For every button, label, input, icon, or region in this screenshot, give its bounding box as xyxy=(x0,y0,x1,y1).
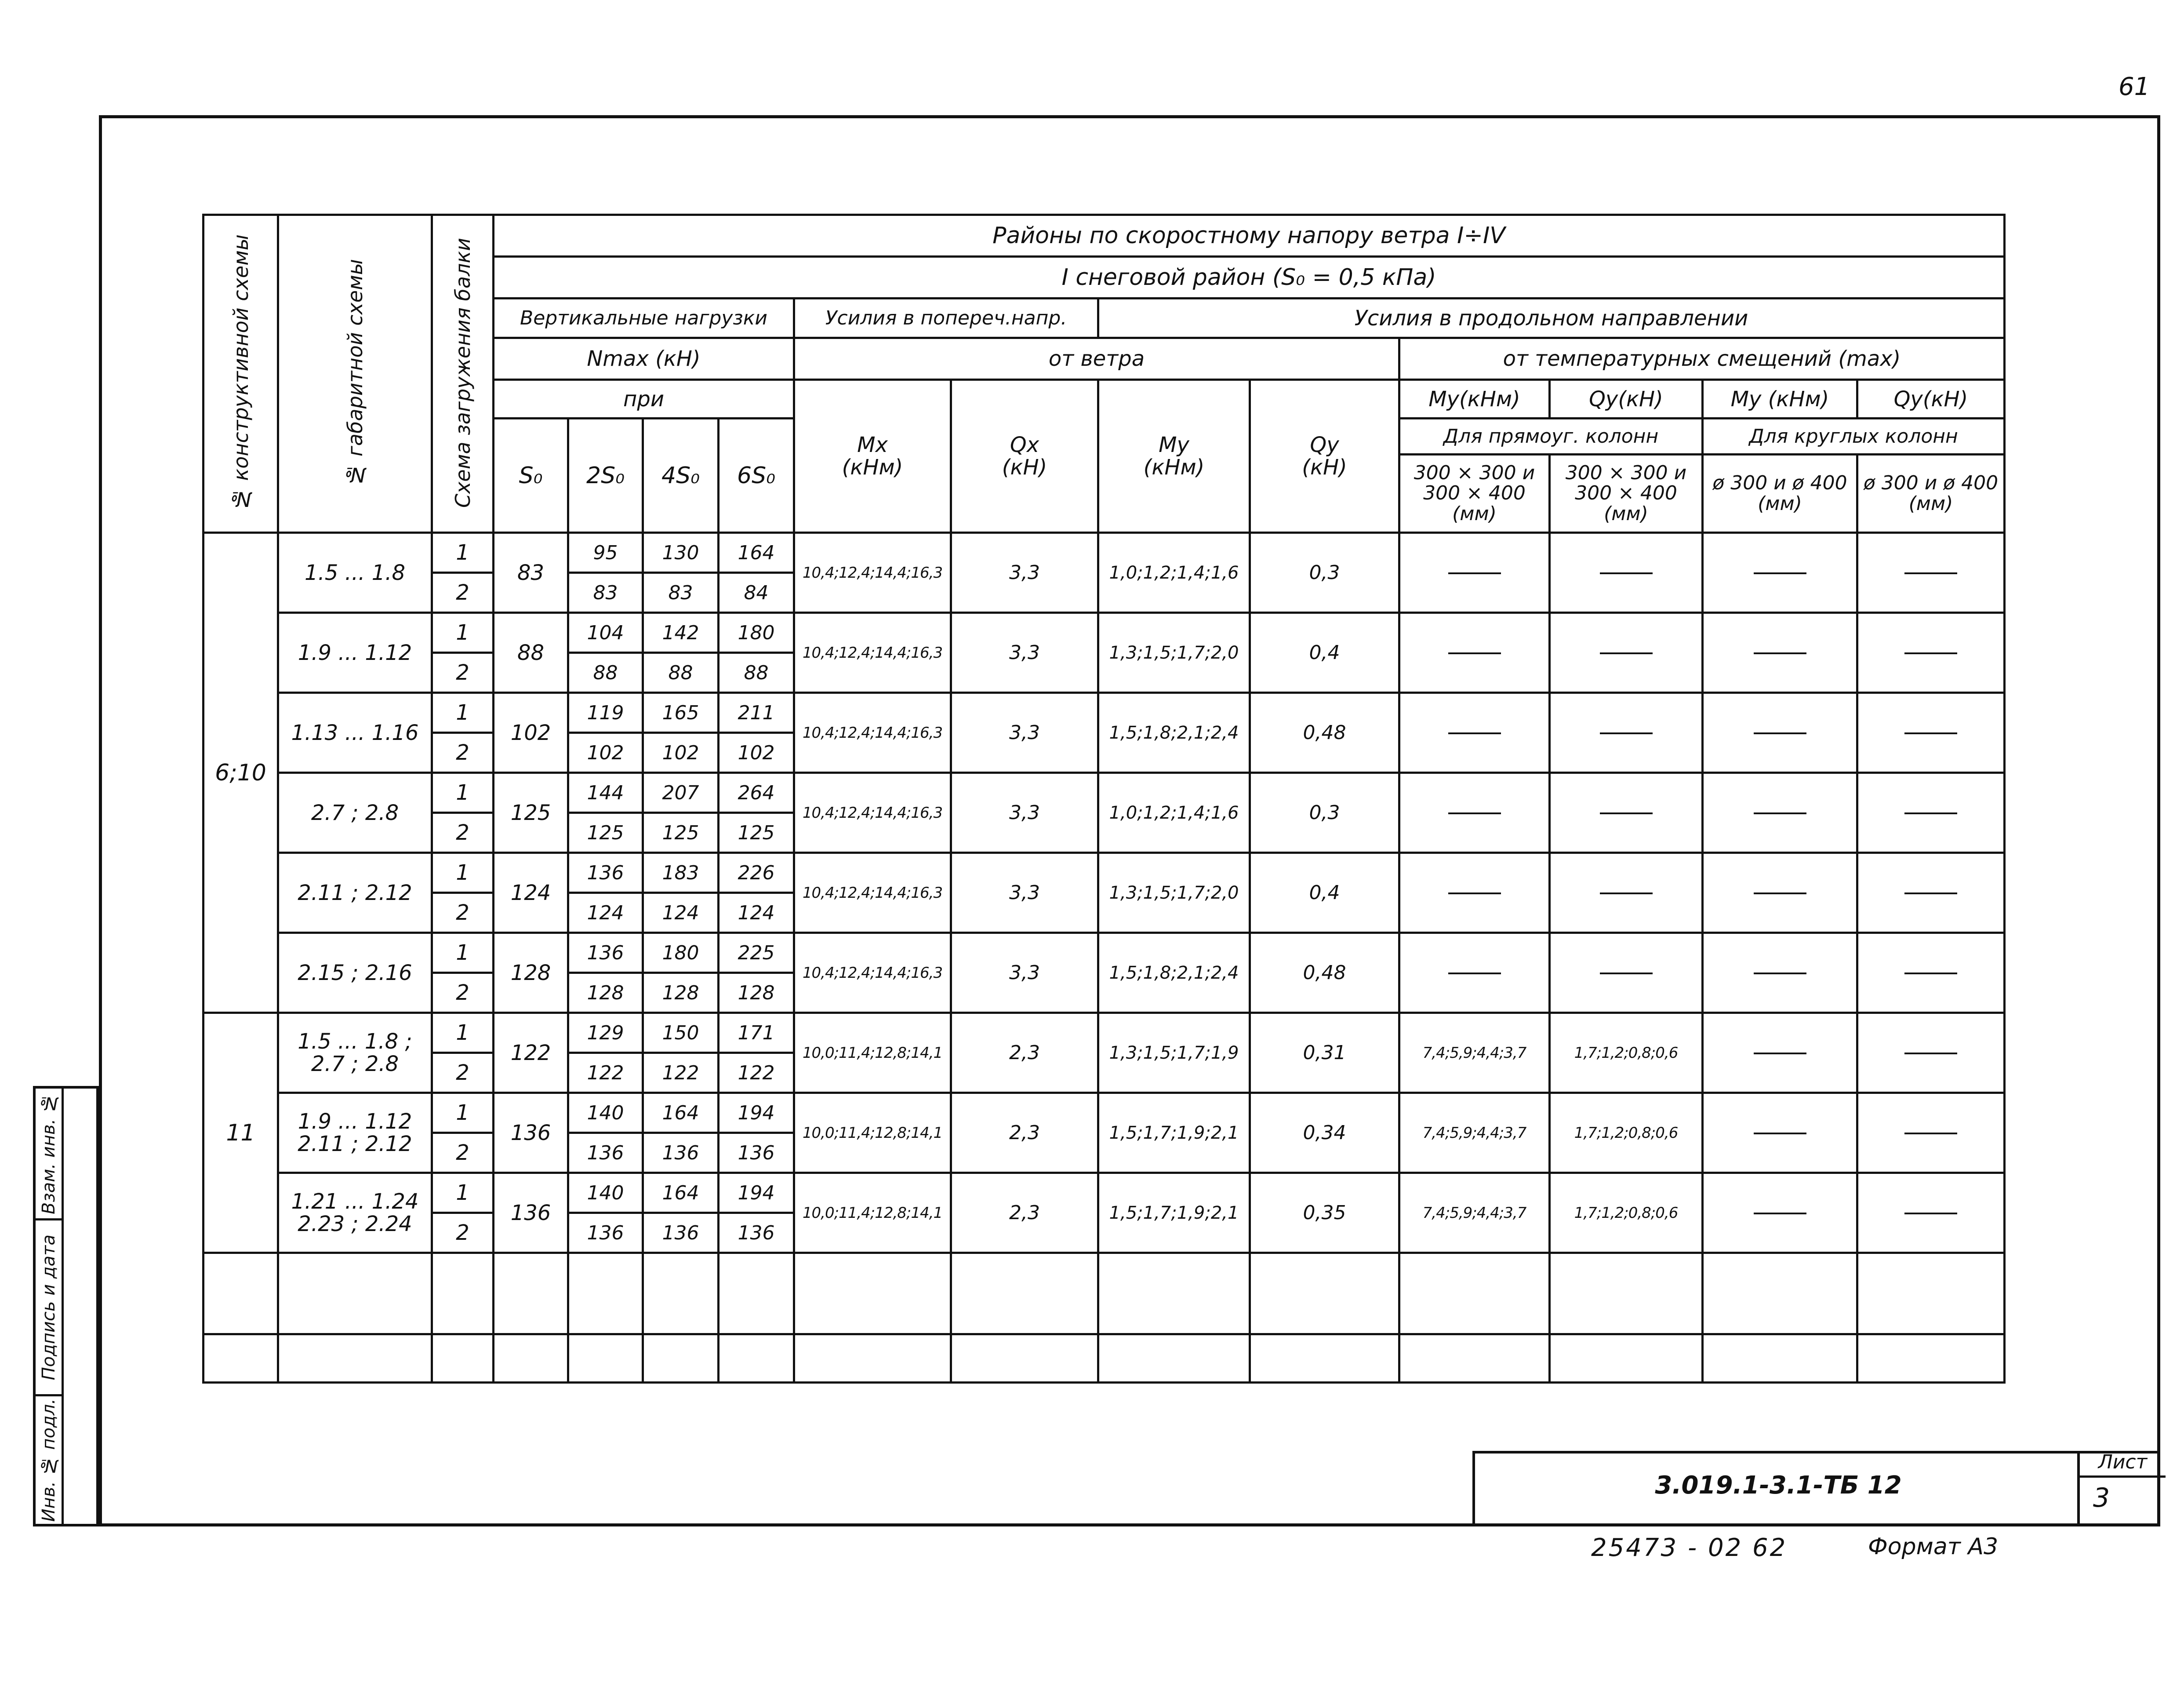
scheme-cell: 1 xyxy=(432,1093,494,1133)
qy-round-value xyxy=(1857,613,2005,693)
dash-mark xyxy=(1600,732,1653,734)
empty-cell xyxy=(1550,1253,1703,1334)
gabarit-line-1: 1.5 ... 1.8 ; xyxy=(298,1029,412,1054)
scheme-cell: 1 xyxy=(432,1013,494,1053)
table-row xyxy=(204,533,2005,573)
scheme-cell: 2 xyxy=(432,973,494,1013)
load-value: 180 xyxy=(719,613,794,653)
dash-mark xyxy=(1754,1213,1806,1214)
qy-round-value xyxy=(1857,533,2005,613)
load-value: 140 xyxy=(568,1173,643,1213)
stamp-cell-inv-instead: Взам. инв. № xyxy=(36,1089,64,1220)
load-value: 164 xyxy=(719,533,794,573)
empty-cell xyxy=(643,1253,719,1334)
s0-value: 136 xyxy=(494,1173,568,1253)
header-6s0: 6S₀ xyxy=(719,419,794,533)
gabarit-line-1: 1.21 ... 1.24 xyxy=(291,1189,419,1214)
qy-rect-value xyxy=(1550,933,1703,1013)
qy-value: 0,3 xyxy=(1250,773,1399,853)
load-value: 125 xyxy=(719,813,794,853)
title-block xyxy=(1472,1451,2160,1526)
my-round-value xyxy=(1703,1013,1857,1093)
dash-mark xyxy=(1448,732,1501,734)
my-value: 1,5;1,8;2,1;2,4 xyxy=(1098,933,1250,1013)
load-value: 125 xyxy=(643,813,719,853)
load-value: 104 xyxy=(568,613,643,653)
empty-cell xyxy=(432,1334,494,1383)
sheet-box xyxy=(2077,1451,2166,1526)
table-row xyxy=(204,1173,2005,1213)
qx-value: 3,3 xyxy=(951,693,1098,773)
my-round-value xyxy=(1703,533,1857,613)
table-row xyxy=(204,933,2005,973)
header-gabarit-scheme: № габаритной схемы xyxy=(278,215,432,533)
load-value: 194 xyxy=(719,1093,794,1133)
qx-value: 2,3 xyxy=(951,1093,1098,1173)
qx-value: 3,3 xyxy=(951,613,1098,693)
qx-unit: (кН) xyxy=(1002,455,1047,480)
header-qx xyxy=(951,380,1098,533)
empty-cell xyxy=(1250,1334,1399,1383)
my-rect-value: 7,4;5,9;4,4;3,7 xyxy=(1399,1013,1550,1093)
load-value: 130 xyxy=(643,533,719,573)
my-round-value xyxy=(1703,613,1857,693)
table-row xyxy=(204,853,2005,893)
header-at: при xyxy=(494,380,794,419)
dash-mark xyxy=(1904,812,1957,814)
dash-mark xyxy=(1754,652,1806,654)
header-rect-size-a: 300 × 300 и 300 × 400 (мм) xyxy=(1399,455,1550,533)
empty-cell xyxy=(719,1334,794,1383)
qy-value: 0,48 xyxy=(1250,933,1399,1013)
scheme-cell: 1 xyxy=(432,853,494,893)
empty-cell xyxy=(1703,1253,1857,1334)
qy-value: 0,35 xyxy=(1250,1173,1399,1253)
my-rect-value: 7,4;5,9;4,4;3,7 xyxy=(1399,1093,1550,1173)
header-nmax: Nmax (кН) xyxy=(494,338,794,380)
gabarit-line-2: 2.23 ; 2.24 xyxy=(298,1211,412,1236)
table-row xyxy=(204,773,2005,813)
scheme-cell: 2 xyxy=(432,1053,494,1093)
empty-cell xyxy=(1703,1334,1857,1383)
mx-value: 10,0;11,4;12,8;14,1 xyxy=(794,1173,951,1253)
gabarit-cell: 1.9 ... 1.12 xyxy=(278,613,432,693)
load-value: 122 xyxy=(719,1053,794,1093)
qx-value: 3,3 xyxy=(951,933,1098,1013)
table-body xyxy=(204,533,2005,1383)
load-value: 150 xyxy=(643,1013,719,1053)
my-round-value xyxy=(1703,853,1857,933)
dash-mark xyxy=(1904,652,1957,654)
dash-mark xyxy=(1904,1133,1957,1134)
header-longitudinal-forces: Усилия в продольном направлении xyxy=(1098,299,2005,338)
gabarit-line-2: 2.11 ; 2.12 xyxy=(298,1131,412,1156)
dash-mark xyxy=(1754,1053,1806,1054)
gabarit-cell: 2.15 ; 2.16 xyxy=(278,933,432,1013)
gabarit-cell: 2.7 ; 2.8 xyxy=(278,773,432,853)
load-value: 128 xyxy=(643,973,719,1013)
my-round-value xyxy=(1703,1173,1857,1253)
my-round-value xyxy=(1703,693,1857,773)
empty-cell xyxy=(1098,1253,1250,1334)
gabarit-cell: 2.11 ; 2.12 xyxy=(278,853,432,933)
dash-mark xyxy=(1754,973,1806,974)
qy-value: 0,31 xyxy=(1250,1013,1399,1093)
empty-cell xyxy=(204,1334,278,1383)
dash-mark xyxy=(1754,732,1806,734)
my-value: 1,3;1,5;1,7;2,0 xyxy=(1098,613,1250,693)
empty-cell xyxy=(1399,1253,1550,1334)
load-value: 84 xyxy=(719,573,794,613)
s0-value: 125 xyxy=(494,773,568,853)
header-construct-scheme: № конструктивной схемы xyxy=(204,215,278,533)
qy-rect-value: 1,7;1,2;0,8;0,6 xyxy=(1550,1173,1703,1253)
qy-rect-value xyxy=(1550,773,1703,853)
header-rect-size-b: 300 × 300 и 300 × 400 (мм) xyxy=(1550,455,1703,533)
empty-cell xyxy=(951,1253,1098,1334)
qy-rect-value xyxy=(1550,693,1703,773)
dash-mark xyxy=(1904,1053,1957,1054)
load-value: 144 xyxy=(568,773,643,813)
scheme-cell: 1 xyxy=(432,1173,494,1213)
qy-round-value xyxy=(1857,853,2005,933)
header-4s0: 4S₀ xyxy=(643,419,719,533)
header-from-temperature: от температурных смещений (max) xyxy=(1399,338,2005,380)
qy-round-value xyxy=(1857,1013,2005,1093)
header-s0: S₀ xyxy=(494,419,568,533)
scheme-cell: 2 xyxy=(432,733,494,773)
my-value: 1,5;1,8;2,1;2,4 xyxy=(1098,693,1250,773)
table-row xyxy=(204,1093,2005,1133)
qx-value: 3,3 xyxy=(951,853,1098,933)
empty-cell xyxy=(494,1334,568,1383)
empty-cell xyxy=(432,1253,494,1334)
header-rect-columns: Для прямоуг. колонн xyxy=(1399,419,1703,455)
my-rect-value: 7,4;5,9;4,4;3,7 xyxy=(1399,1173,1550,1253)
mx-value: 10,0;11,4;12,8;14,1 xyxy=(794,1093,951,1173)
table-row xyxy=(204,693,2005,733)
table-row xyxy=(204,613,2005,653)
qy-round-value xyxy=(1857,1093,2005,1173)
dash-mark xyxy=(1904,973,1957,974)
sheet-label: Лист xyxy=(2080,1451,2166,1478)
document-code: 3.019.1-3.1-ТБ 12 xyxy=(1655,1471,1902,1500)
load-value: 136 xyxy=(643,1213,719,1253)
load-value: 140 xyxy=(568,1093,643,1133)
qy-value: 0,48 xyxy=(1250,693,1399,773)
load-value: 164 xyxy=(643,1093,719,1133)
empty-cell xyxy=(794,1334,951,1383)
footer-format: Формат А3 xyxy=(1868,1534,1999,1560)
header-round-columns: Для круглых колонн xyxy=(1703,419,2005,455)
dash-mark xyxy=(1448,812,1501,814)
dash-mark xyxy=(1904,572,1957,574)
load-value: 142 xyxy=(643,613,719,653)
dash-mark xyxy=(1600,812,1653,814)
gabarit-cell xyxy=(278,1173,432,1253)
load-value: 88 xyxy=(568,653,643,693)
my-value: 1,0;1,2;1,4;1,6 xyxy=(1098,773,1250,853)
my-rect-value xyxy=(1399,693,1550,773)
mx-value: 10,4;12,4;14,4;16,3 xyxy=(794,613,951,693)
empty-cell xyxy=(204,1253,278,1334)
scheme-cell: 2 xyxy=(432,813,494,853)
my-unit: (кНм) xyxy=(1143,455,1205,480)
load-value: 136 xyxy=(643,1133,719,1173)
my-value: 1,3;1,5;1,7;1,9 xyxy=(1098,1013,1250,1093)
qy-rect-value: 1,7;1,2;0,8;0,6 xyxy=(1550,1093,1703,1173)
load-value: 171 xyxy=(719,1013,794,1053)
header-mx xyxy=(794,380,951,533)
empty-cell xyxy=(951,1334,1098,1383)
dash-mark xyxy=(1448,892,1501,894)
load-value: 264 xyxy=(719,773,794,813)
empty-cell xyxy=(1098,1334,1250,1383)
stamp-cell-sign-date: Подпись и дата xyxy=(36,1220,64,1396)
my-round-value xyxy=(1703,933,1857,1013)
qx-label: Qx xyxy=(1010,433,1039,458)
mx-label: Mx xyxy=(857,433,888,458)
load-value: 95 xyxy=(568,533,643,573)
dash-mark xyxy=(1904,732,1957,734)
empty-row xyxy=(204,1334,2005,1383)
qx-value: 2,3 xyxy=(951,1013,1098,1093)
header-my-round: My (кНм) xyxy=(1703,380,1857,419)
load-value: 180 xyxy=(643,933,719,973)
empty-cell xyxy=(1399,1334,1550,1383)
dash-mark xyxy=(1754,1133,1806,1134)
load-value: 88 xyxy=(719,653,794,693)
scheme-cell: 2 xyxy=(432,573,494,613)
load-value: 136 xyxy=(568,853,643,893)
qy-round-value xyxy=(1857,933,2005,1013)
mx-value: 10,4;12,4;14,4;16,3 xyxy=(794,533,951,613)
dash-mark xyxy=(1600,572,1653,574)
qy-rect-value xyxy=(1550,533,1703,613)
empty-cell xyxy=(278,1253,432,1334)
load-value: 164 xyxy=(643,1173,719,1213)
empty-cell xyxy=(278,1334,432,1383)
load-value: 124 xyxy=(643,893,719,933)
dash-mark xyxy=(1754,572,1806,574)
s0-value: 83 xyxy=(494,533,568,613)
load-value: 136 xyxy=(719,1213,794,1253)
empty-cell xyxy=(1250,1253,1399,1334)
empty-cell xyxy=(1550,1334,1703,1383)
empty-cell xyxy=(1857,1334,2005,1383)
qx-value: 3,3 xyxy=(951,773,1098,853)
qy-value: 0,4 xyxy=(1250,613,1399,693)
gabarit-line-1: 1.9 ... 1.12 xyxy=(298,1109,412,1134)
scheme-cell: 1 xyxy=(432,533,494,573)
page-number: 61 xyxy=(2119,73,2150,101)
s0-value: 128 xyxy=(494,933,568,1013)
scheme-cell: 2 xyxy=(432,1213,494,1253)
qy-round-value xyxy=(1857,1173,2005,1253)
header-vertical-loads: Вертикальные нагрузки xyxy=(494,299,794,338)
s0-value: 122 xyxy=(494,1013,568,1093)
header-from-wind: от ветра xyxy=(794,338,1399,380)
gabarit-cell xyxy=(278,1013,432,1093)
load-value: 125 xyxy=(568,813,643,853)
gabarit-line-2: 2.7 ; 2.8 xyxy=(311,1051,399,1076)
load-value: 102 xyxy=(719,733,794,773)
load-value: 136 xyxy=(719,1133,794,1173)
load-value: 102 xyxy=(643,733,719,773)
dash-mark xyxy=(1904,1213,1957,1214)
qy-value: 0,3 xyxy=(1250,533,1399,613)
load-value: 83 xyxy=(643,573,719,613)
s0-value: 102 xyxy=(494,693,568,773)
load-value: 207 xyxy=(643,773,719,813)
qy-rect-value xyxy=(1550,613,1703,693)
empty-cell xyxy=(794,1253,951,1334)
dash-mark xyxy=(1448,572,1501,574)
load-value: 88 xyxy=(643,653,719,693)
scheme-cell: 2 xyxy=(432,653,494,693)
sheet-number: 3 xyxy=(2093,1483,2110,1513)
header-my-rect: My(кНм) xyxy=(1399,380,1550,419)
qy-value: 0,34 xyxy=(1250,1093,1399,1173)
empty-cell xyxy=(494,1253,568,1334)
header-qy-round: Qy(кН) xyxy=(1857,380,2005,419)
load-value: 119 xyxy=(568,693,643,733)
my-rect-value xyxy=(1399,613,1550,693)
qy-rect-value: 1,7;1,2;0,8;0,6 xyxy=(1550,1013,1703,1093)
qy-value: 0,4 xyxy=(1250,853,1399,933)
load-value: 83 xyxy=(568,573,643,613)
load-table xyxy=(202,214,2006,1384)
qy-label: Qy xyxy=(1310,433,1339,458)
empty-row xyxy=(204,1253,2005,1334)
load-value: 122 xyxy=(643,1053,719,1093)
header-qy xyxy=(1250,380,1399,533)
empty-cell xyxy=(1857,1253,2005,1334)
header-snow-region: I снеговой район (S₀ = 0,5 кПа) xyxy=(494,257,2005,299)
scheme-cell: 1 xyxy=(432,693,494,733)
my-value: 1,0;1,2;1,4;1,6 xyxy=(1098,533,1250,613)
dash-mark xyxy=(1754,892,1806,894)
header-2s0: 2S₀ xyxy=(568,419,643,533)
qx-value: 2,3 xyxy=(951,1173,1098,1253)
header-round-size-b: ø 300 и ø 400 (мм) xyxy=(1857,455,2005,533)
load-value: 211 xyxy=(719,693,794,733)
mx-value: 10,0;11,4;12,8;14,1 xyxy=(794,1013,951,1093)
dash-mark xyxy=(1904,892,1957,894)
load-value: 136 xyxy=(568,1213,643,1253)
load-value: 128 xyxy=(719,973,794,1013)
gabarit-cell: 1.5 ... 1.8 xyxy=(278,533,432,613)
scheme-cell: 2 xyxy=(432,893,494,933)
dash-mark xyxy=(1600,652,1653,654)
load-value: 183 xyxy=(643,853,719,893)
scheme-cell: 1 xyxy=(432,933,494,973)
empty-cell xyxy=(568,1334,643,1383)
my-rect-value xyxy=(1399,533,1550,613)
qy-unit: (кН) xyxy=(1302,455,1347,480)
s0-value: 136 xyxy=(494,1093,568,1173)
header-round-size-a: ø 300 и ø 400 (мм) xyxy=(1703,455,1857,533)
footer-code: 25473 - 02 62 xyxy=(1591,1534,1788,1562)
load-value: 129 xyxy=(568,1013,643,1053)
construct-scheme-cell: 11 xyxy=(204,1013,278,1253)
qx-value: 3,3 xyxy=(951,533,1098,613)
empty-cell xyxy=(719,1253,794,1334)
my-value: 1,5;1,7;1,9;2,1 xyxy=(1098,1173,1250,1253)
mx-value: 10,4;12,4;14,4;16,3 xyxy=(794,693,951,773)
load-value: 122 xyxy=(568,1053,643,1093)
dash-mark xyxy=(1754,812,1806,814)
dash-mark xyxy=(1600,892,1653,894)
my-label: My xyxy=(1159,433,1189,458)
dash-mark xyxy=(1600,973,1653,974)
load-value: 194 xyxy=(719,1173,794,1213)
load-value: 165 xyxy=(643,693,719,733)
scheme-cell: 2 xyxy=(432,1133,494,1173)
scheme-cell: 1 xyxy=(432,613,494,653)
my-round-value xyxy=(1703,773,1857,853)
my-value: 1,3;1,5;1,7;2,0 xyxy=(1098,853,1250,933)
load-value: 124 xyxy=(719,893,794,933)
gabarit-cell xyxy=(278,1093,432,1173)
qy-round-value xyxy=(1857,693,2005,773)
empty-cell xyxy=(643,1334,719,1383)
header-wind-regions: Районы по скоростному напору ветра I÷IV xyxy=(494,215,2005,257)
my-rect-value xyxy=(1399,933,1550,1013)
header-load-scheme: Схема загружения балки xyxy=(432,215,494,533)
s0-value: 124 xyxy=(494,853,568,933)
load-value: 136 xyxy=(568,933,643,973)
load-value: 102 xyxy=(568,733,643,773)
construct-scheme-cell: 6;10 xyxy=(204,533,278,1013)
load-value: 124 xyxy=(568,893,643,933)
qy-rect-value xyxy=(1550,853,1703,933)
s0-value: 88 xyxy=(494,613,568,693)
load-value: 136 xyxy=(568,1133,643,1173)
stamp-cell-inv-podl: Инв. № подл. xyxy=(36,1396,64,1524)
my-value: 1,5;1,7;1,9;2,1 xyxy=(1098,1093,1250,1173)
side-stamp xyxy=(33,1086,99,1526)
mx-unit: (кНм) xyxy=(842,455,903,480)
qy-round-value xyxy=(1857,773,2005,853)
load-value: 128 xyxy=(568,973,643,1013)
scheme-cell: 1 xyxy=(432,773,494,813)
dash-mark xyxy=(1448,973,1501,974)
header-my xyxy=(1098,380,1250,533)
my-round-value xyxy=(1703,1093,1857,1173)
table-row xyxy=(204,1013,2005,1053)
my-rect-value xyxy=(1399,853,1550,933)
header-transverse-forces: Усилия в попереч.напр. xyxy=(794,299,1098,338)
mx-value: 10,4;12,4;14,4;16,3 xyxy=(794,853,951,933)
load-value: 226 xyxy=(719,853,794,893)
my-rect-value xyxy=(1399,773,1550,853)
mx-value: 10,4;12,4;14,4;16,3 xyxy=(794,933,951,1013)
header-qy-rect: Qy(кН) xyxy=(1550,380,1703,419)
load-value: 225 xyxy=(719,933,794,973)
dash-mark xyxy=(1448,652,1501,654)
mx-value: 10,4;12,4;14,4;16,3 xyxy=(794,773,951,853)
gabarit-cell: 1.13 ... 1.16 xyxy=(278,693,432,773)
empty-cell xyxy=(568,1253,643,1334)
